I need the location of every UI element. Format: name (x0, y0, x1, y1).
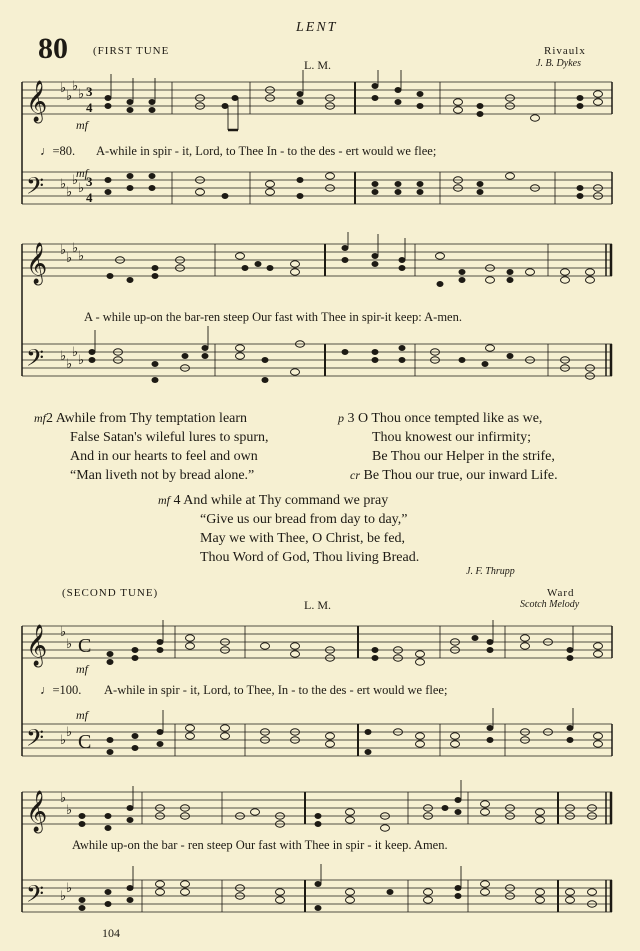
verse-4-line-4: Thou Word of God, Thou living Bread. (200, 550, 420, 565)
svg-text:♭: ♭ (72, 240, 79, 255)
svg-text:♭: ♭ (66, 802, 73, 817)
verse-3 (338, 409, 558, 485)
svg-text:C: C (78, 731, 92, 753)
svg-text:𝄢: 𝄢 (26, 726, 45, 757)
first-tune-label: (FIRST TUNE (93, 45, 170, 57)
first-tune-bass-dynamic: mf (76, 166, 88, 180)
svg-text:C: C (78, 635, 92, 657)
svg-text:♭: ♭ (60, 790, 67, 805)
svg-text:𝄞: 𝄞 (26, 791, 48, 831)
svg-text:♭: ♭ (66, 356, 73, 371)
verse-2-line-2: False Satan's wileful lures to spurn, (70, 430, 269, 445)
second-tune-dynamic: mf (76, 662, 88, 676)
svg-text:♭: ♭ (60, 732, 67, 747)
svg-text:♭: ♭ (66, 184, 73, 199)
svg-text:♭: ♭ (66, 250, 73, 265)
svg-text:♭: ♭ (78, 248, 85, 263)
verse-4-line-3: May we with Thee, O Christ, be fed, (200, 531, 406, 546)
svg-text:𝄢: 𝄢 (26, 174, 45, 205)
second-tune-source: Scotch Melody (520, 599, 580, 610)
svg-text:𝄞: 𝄞 (26, 81, 48, 121)
svg-text:𝄢: 𝄢 (26, 882, 45, 913)
verse-2-dynamic: mf (34, 411, 46, 425)
svg-text:♭: ♭ (60, 624, 67, 639)
first-tune-name: Rivaulx (544, 45, 586, 57)
verse-3-line-2: Thou knowest our infirmity; (372, 430, 532, 445)
svg-text:♭: ♭ (78, 180, 85, 195)
second-tune-meter: L. M. (304, 598, 331, 612)
svg-text:♭: ♭ (78, 86, 85, 101)
svg-text:3: 3 (86, 84, 93, 99)
svg-text:♭: ♭ (60, 888, 67, 903)
first-tune-lyrics-line-2: A - while up-on the bar-ren steep Our fast with Thee in spir-it keep: A-men. (84, 310, 462, 324)
section-heading: LENT (296, 20, 338, 35)
svg-text:♭: ♭ (66, 880, 73, 895)
verse-3-line-1: O Thou once tempted like as we, (358, 411, 543, 426)
svg-text:♭: ♭ (72, 344, 79, 359)
verse-2-line-3: And in our hearts to feel and own (70, 449, 258, 464)
second-tune-tempo: ♩=100. (40, 683, 82, 697)
second-tune-lyrics-line-2: Awhile up-on the bar - ren steep Our fast with Thee in spir - it keep. Amen. (72, 838, 448, 852)
first-tune-lyrics-line-1: A-while in spir - it, Lord, to Thee In - to the des - ert would we flee; (96, 144, 437, 158)
svg-text:♭: ♭ (60, 348, 67, 363)
verse-3-number: 3 (347, 411, 355, 426)
first-tune-tempo: ♩=80. (40, 144, 76, 158)
verse-3-dynamic-cr: cr (350, 468, 360, 482)
first-tune-composer: J. B. Dykes (536, 58, 581, 69)
hymn-number: 80 (38, 32, 68, 65)
verse-4 (158, 491, 419, 567)
page-number: 104 (102, 926, 120, 940)
svg-text:♭: ♭ (60, 242, 67, 257)
svg-text:𝄞: 𝄞 (26, 243, 48, 283)
svg-text:♭: ♭ (78, 352, 85, 367)
svg-text:4: 4 (86, 100, 93, 115)
svg-text:♭: ♭ (66, 88, 73, 103)
second-tune-lyrics-line-1: A-while in spir - it, Lord, to Thee, In - to the des - ert would we flee; (104, 683, 448, 697)
svg-text:♭: ♭ (66, 636, 73, 651)
music-system-2-2 (0, 780, 640, 940)
svg-text:3: 3 (86, 174, 93, 189)
second-tune-name: Ward (547, 587, 575, 599)
verse-3-line-4: Be Thou our true, our inward Life. (363, 468, 558, 483)
svg-text:♭: ♭ (72, 78, 79, 93)
verse-3-dynamic: p (338, 411, 344, 425)
svg-text:4: 4 (86, 190, 93, 205)
svg-text:𝄞: 𝄞 (26, 625, 48, 665)
first-tune-dynamic: mf (76, 118, 88, 132)
verse-4-line-1: And while at Thy command we pray (183, 493, 389, 508)
second-tune-label: (SECOND TUNE) (62, 587, 159, 599)
svg-text:♭: ♭ (72, 172, 79, 187)
verse-2-line-1: Awhile from Thy temptation learn (55, 411, 248, 426)
verse-4-line-2: “Give us our bread from day to day,” (200, 512, 408, 527)
hymn-author: J. F. Thrupp (466, 566, 515, 577)
svg-text:♭: ♭ (66, 724, 73, 739)
first-tune-meter: L. M. (304, 58, 331, 72)
verse-3-line-3: Be Thou our Helper in the strife, (372, 449, 555, 464)
verse-2-number: 2 (46, 411, 53, 426)
svg-text:𝄢: 𝄢 (26, 346, 45, 377)
verse-4-number: 4 (173, 493, 181, 508)
verse-4-dynamic: mf (158, 493, 170, 507)
svg-text:♭: ♭ (60, 80, 67, 95)
svg-text:♭: ♭ (60, 176, 67, 191)
second-tune-bass-dynamic: mf (76, 708, 88, 722)
verse-2 (34, 409, 269, 485)
verse-2-line-4: “Man liveth not by bread alone.” (70, 468, 255, 483)
